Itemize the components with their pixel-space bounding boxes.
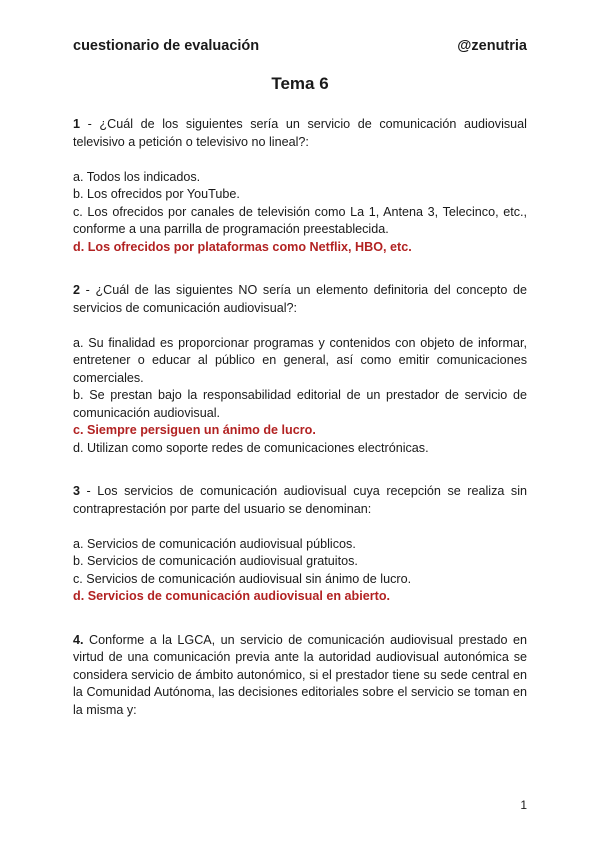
question-body: ¿Cuál de las siguientes NO sería un elemento definitoria del concepto de servicios de comunicación audiovisual?:	[73, 283, 527, 315]
question-body: ¿Cuál de los siguientes sería un servicio de comunicación audiovisual televisivo a petición o televisivo no lineal?:	[73, 117, 527, 149]
answer-option: c. Los ofrecidos por canales de televisión como La 1, Antena 3, Telecinco, etc., conforme a una parrilla de programación preestablecida.	[73, 204, 527, 236]
question-text	[73, 116, 527, 151]
question-4	[73, 632, 527, 720]
question-number: 2	[73, 283, 81, 297]
question-separator: -	[80, 283, 96, 297]
question-separator: -	[80, 484, 98, 498]
answer-option: b. Los ofrecidos por YouTube.	[73, 187, 240, 201]
answer-option: c. Servicios de comunicación audiovisual sin ánimo de lucro.	[73, 571, 412, 586]
answer-option: a. Su finalidad es proporcionar programas y contenidos con objeto de informar, entretener o educar al público en general, así como emitir comunicaciones comerciales.	[73, 335, 527, 385]
question-text	[73, 632, 527, 720]
answer-option-correct: c. Siempre persiguen un ánimo de lucro.	[73, 423, 316, 437]
question-body: Los servicios de comunicación audiovisual cuya recepción se realiza sin contraprestación por parte del usuario se denominan:	[73, 484, 527, 516]
question-2	[73, 282, 527, 457]
answer-option: a. Servicios de comunicación audiovisual públicos.	[73, 536, 356, 551]
question-3	[73, 483, 527, 606]
question-list	[73, 116, 527, 745]
question-body: Conforme a la LGCA, un servicio de comunicación audiovisual prestado en virtud de una comunicación previa ante la autoridad audiovisual autonómica se considera servicio de ámbito autonómico, si el prestador tiene su sede central en la Comunidad Autónoma, las decisiones editoriales sobre el servicio se toman en la misma y:	[73, 632, 528, 717]
page-header	[73, 38, 527, 54]
page-number: 1	[520, 798, 527, 812]
question-text	[73, 282, 527, 317]
header-handle: @zenutria	[457, 38, 527, 54]
answer-option: d. Utilizan como soporte redes de comunicaciones electrónicas.	[73, 440, 429, 455]
question-separator: -	[80, 117, 100, 131]
question-number: 1	[73, 117, 81, 131]
answer-option-correct: d. Los ofrecidos por plataformas como Netflix, HBO, etc.	[73, 239, 412, 254]
answer-option: b. Se prestan bajo la responsabilidad editorial de un prestador de servicio de comunicación audiovisual.	[73, 388, 527, 420]
question-1	[73, 116, 527, 256]
question-number: 4.	[73, 632, 84, 647]
answer-option: b. Servicios de comunicación audiovisual gratuitos.	[73, 554, 358, 568]
answer-option: a. Todos los indicados.	[73, 169, 201, 184]
page-title: Tema 6	[271, 74, 329, 93]
question-text	[73, 483, 527, 518]
question-number: 3	[73, 484, 81, 498]
answer-option-correct: d. Servicios de comunicación audiovisual en abierto.	[73, 589, 391, 603]
header-title: cuestionario de evaluación	[73, 38, 260, 54]
